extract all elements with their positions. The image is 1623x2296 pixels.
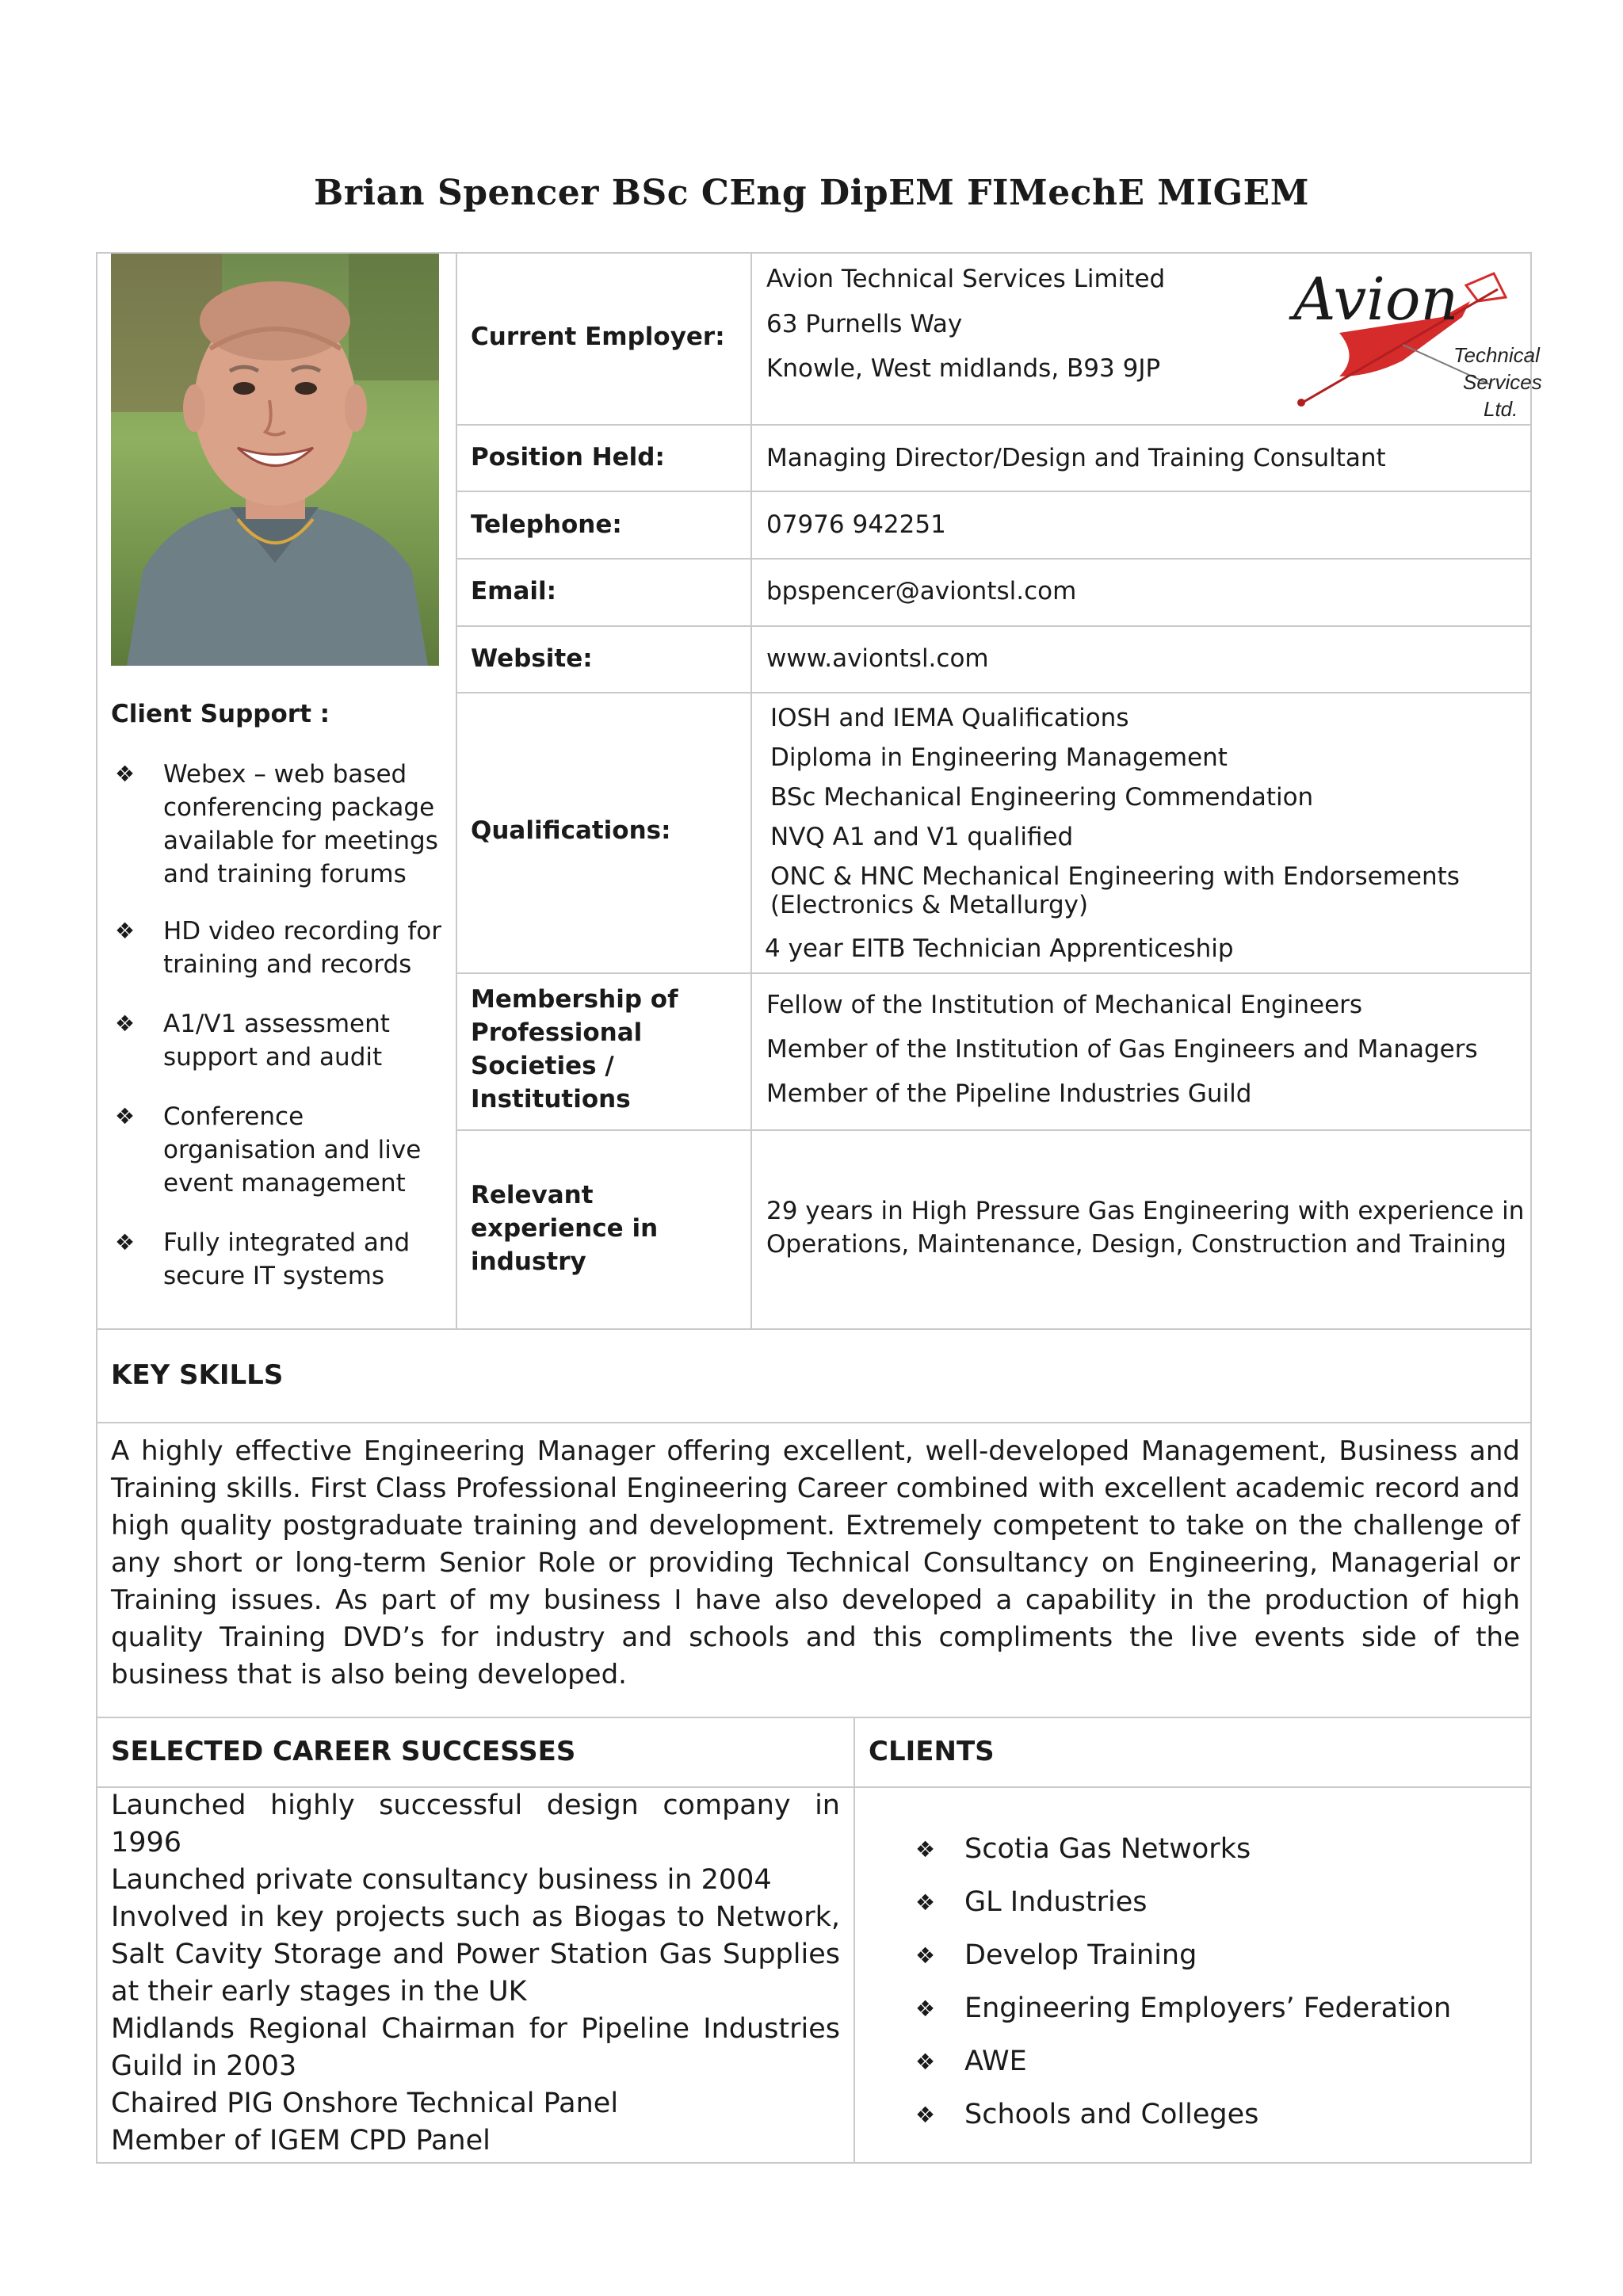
divider (854, 1717, 855, 2164)
experience-label: Relevant experience in industry (471, 1181, 659, 1276)
career-successes-heading: SELECTED CAREER SUCCESSES (111, 1736, 576, 1767)
divider (96, 1717, 1532, 1718)
list-item: Launched highly successful design company in 1996 (111, 1790, 840, 1859)
diamond-bullet-icon: ❖ (915, 1996, 936, 2022)
divider (456, 424, 1532, 426)
qualifications-label: Qualifications: (471, 816, 671, 845)
list-item: Diploma in Engineering Management (770, 743, 1228, 772)
client-support-heading: Client Support : (111, 700, 330, 728)
svg-text:Avion: Avion (1293, 266, 1459, 334)
divider (456, 491, 1532, 492)
diamond-bullet-icon: ❖ (915, 1943, 936, 1969)
client-support-list (115, 758, 448, 1293)
telephone-label: Telephone: (471, 510, 622, 539)
list-item: IOSH and IEMA Qualifications (770, 704, 1129, 732)
key-skills-text: A highly effective Engineering Manager offering excellent, well-developed Management, Business and Training skills. First Class Professional Engineering Career combined with excellent academic record and high quality postgraduate training and development. Extremely competent to take on the challenge of any short or long-term Senior Role or providing Technical Consultancy on Engineering, Managerial or Training issues. As part of my business I have also developed a capability in the production of high quality Training DVD’s for industry and schools and this compliments the live events side of the business that is also being developed. (111, 1435, 1520, 1690)
svg-text:Ltd.: Ltd. (1484, 397, 1518, 421)
list-item: Launched private consultancy business in 2004 (111, 1864, 772, 1896)
list-item: ❖ Develop Training (915, 1929, 1518, 1982)
list-item: BSc Mechanical Engineering Commendation (770, 783, 1314, 812)
diamond-bullet-icon: ❖ (915, 2049, 936, 2075)
portrait-photo (111, 254, 439, 666)
page-title: Brian Spencer BSc CEng DipEM FIMechE MIGEM (314, 173, 1309, 213)
list-item: Member of the Institution of Gas Engineers and Managers (766, 1035, 1478, 1064)
divider (96, 1422, 1532, 1423)
list-item: ❖ AWE (915, 2035, 1518, 2088)
list-item: ❖ Conference organisation and live event management (115, 1100, 448, 1200)
email-value[interactable]: bpspencer@aviontsl.com (766, 577, 1077, 606)
current-employer-label: Current Employer: (471, 323, 725, 351)
list-item: Member of the Pipeline Industries Guild (766, 1079, 1252, 1108)
divider (456, 1129, 1532, 1131)
list-item: Member of IGEM CPD Panel (111, 2125, 491, 2157)
list-item: ONC & HNC Mechanical Engineering with Endorsements (770, 862, 1460, 891)
divider (456, 625, 1532, 627)
telephone-value: 07976 942251 (766, 510, 946, 539)
list-item: ❖ Webex – web based conferencing package available for meetings and training forums (115, 758, 448, 891)
list-item: ❖ Fully integrated and secure IT systems (115, 1226, 448, 1293)
list-item: 4 year EITB Technician Apprenticeship (765, 934, 1234, 963)
list-item: Fellow of the Institution of Mechanical Engineers (766, 991, 1363, 1019)
list-item: Involved in key projects such as Biogas to Network, Salt Cavity Storage and Power Station Gas Supplies at their early stages in the UK (111, 1901, 840, 2008)
diamond-bullet-icon: ❖ (115, 918, 136, 944)
list-item: Chaired PIG Onshore Technical Panel (111, 2088, 619, 2119)
list-item: ❖ GL Industries (915, 1876, 1518, 1929)
svg-text:Technical: Technical (1453, 343, 1540, 367)
divider (96, 1328, 1532, 1330)
divider (456, 558, 1532, 560)
diamond-bullet-icon: ❖ (915, 1836, 936, 1862)
list-item: ❖ Engineering Employers’ Federation (915, 1982, 1518, 2035)
list-item: Midlands Regional Chairman for Pipeline Industries Guild in 2003 (111, 2013, 840, 2082)
svg-text:Services: Services (1463, 370, 1542, 394)
list-item: ❖ Schools and Colleges (915, 2088, 1518, 2141)
avion-logo-icon (1284, 258, 1542, 424)
divider (456, 252, 457, 1330)
list-item: ❖ HD video recording for training and records (115, 915, 448, 981)
list-item: ❖ Scotia Gas Networks (915, 1823, 1518, 1876)
divider (750, 252, 752, 1330)
position-label: Position Held: (471, 443, 665, 472)
diamond-bullet-icon: ❖ (115, 1010, 136, 1037)
divider (456, 692, 1532, 693)
position-value: Managing Director/Design and Training Consultant (766, 444, 1386, 472)
list-item: ❖ A1/V1 assessment support and audit (115, 1007, 448, 1074)
avion-logo (1284, 258, 1542, 424)
divider (456, 972, 1532, 974)
website-value[interactable]: www.aviontsl.com (766, 644, 989, 673)
diamond-bullet-icon: ❖ (915, 1889, 936, 1916)
portrait-icon (111, 254, 439, 666)
list-item: NVQ A1 and V1 qualified (770, 823, 1074, 851)
website-label: Website: (471, 644, 593, 673)
career-successes-list (111, 1787, 840, 2160)
diamond-bullet-icon: ❖ (115, 1229, 136, 1255)
email-label: Email: (471, 577, 557, 606)
diamond-bullet-icon: ❖ (915, 2102, 936, 2128)
clients-list (915, 1823, 1518, 2141)
diamond-bullet-icon: ❖ (115, 761, 136, 787)
membership-label: Membership of Professional Societies / Institutions (471, 985, 678, 1114)
list-item: (Electronics & Metallurgy) (770, 891, 1089, 919)
diamond-bullet-icon: ❖ (115, 1103, 136, 1129)
clients-heading: CLIENTS (869, 1736, 995, 1767)
key-skills-heading: KEY SKILLS (111, 1359, 284, 1391)
